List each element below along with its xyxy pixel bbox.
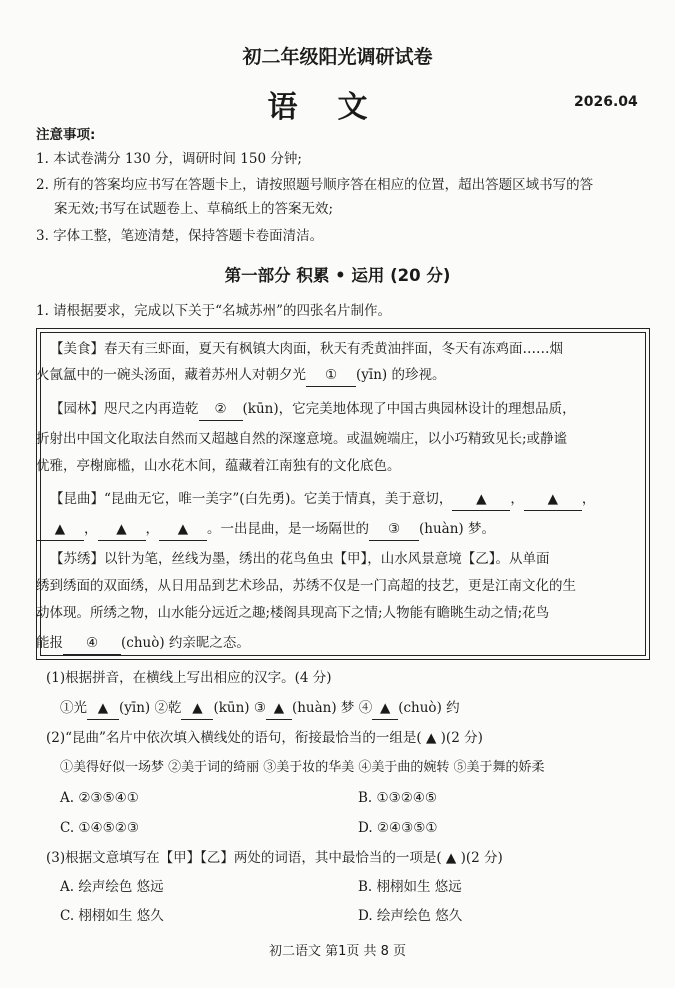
exam-title: 初二年级阳光调研试卷 <box>242 46 433 68</box>
embroidery-line-1: 【苏绣】以针为笔，丝线为墨，绣出的花鸟鱼虫【甲】，山水风景意境【乙】。从单面 <box>50 551 550 567</box>
garden-line-1 <box>50 398 576 421</box>
kunqu-blank-4: ▲ <box>98 518 146 541</box>
note-item-2: 2. 所有的答案均应书写在答题卡上，请按照题号顺序答在相应的位置，超出答题区域书写的答 <box>36 177 594 193</box>
sub2-phrases: ①美得好似一场梦 ②美于词的绮丽 ③美于妆的华美 ④美于曲的婉转 ⑤美于舞的娇柔 <box>60 760 545 775</box>
sub1-item-4: (huàn) 梦 ④ <box>291 700 373 716</box>
blank-1: ① <box>306 364 356 387</box>
sub1-blank-4[interactable]: ▲ <box>372 697 398 720</box>
food-text-b: (yīn) 的珍视。 <box>356 367 446 383</box>
sub2-option-b[interactable]: B. ①③②④⑤ <box>358 790 438 806</box>
kunqu-text-a: 【昆曲】“昆曲无它，唯一美字”(白先勇)。它美于情真，美于意切， <box>50 491 453 507</box>
note-item-2-cont: 案无效;书写在试题卷上、草稿纸上的答案无效; <box>54 201 334 217</box>
sub3-option-b[interactable]: B. 栩栩如生 悠远 <box>358 879 462 895</box>
sub1-answer-line <box>60 697 460 720</box>
blank-3: ③ <box>369 518 419 541</box>
sub1-stem: (1)根据拼音，在横线上写出相应的汉字。(4 分) <box>46 670 332 686</box>
kunqu-blank-2: ▲ <box>524 488 582 511</box>
sub3-stem: (3)根据文意填写在【甲】【乙】两处的词语，其中最恰当的一项是( ▲ )(2 分) <box>46 850 503 866</box>
sub2-option-c[interactable]: C. ①④⑤②③ <box>60 820 139 836</box>
sub1-item-5: (chuò) 约 <box>398 700 460 716</box>
page-footer: 初二语文 第1页 共 8 页 <box>268 944 407 959</box>
notes-heading: 注意事项: <box>36 127 96 143</box>
embroidery-line-2: 绣到绣面的双面绣，从日用品到艺术珍品，苏绣不仅是一门高超的技艺，更是江南文化的生 <box>36 578 576 594</box>
exam-date: 2026.04 <box>574 94 638 110</box>
kunqu-blank-5: ▲ <box>159 518 207 541</box>
embroidery-text-a: 能报 <box>36 635 63 651</box>
kunqu-blank-1: ▲ <box>452 488 510 511</box>
garden-text-b: (kūn)，它完美地体现了中国古典园林设计的理想品质， <box>242 401 576 417</box>
food-text-a: 火氤氲中的一碗头汤面，藏着苏州人对朝夕光 <box>36 367 306 383</box>
section-title: 第一部分 积累 • 运用 (20 分) <box>224 266 451 285</box>
food-line-1: 【美食】春天有三虾面，夏天有枫镇大肉面，秋天有秃黄油拌面，冬天有冻鸡面……烟 <box>50 341 563 357</box>
kunqu-text-b: 。一出昆曲，是一场隔世的 <box>207 521 369 537</box>
kunqu-line-1: 【昆曲】“昆曲无它，唯一美字”(白先勇)。它美于情真，美于意切， ▲ ， ▲ ， <box>50 488 595 511</box>
embroidery-text-b: (chuò) 约亲昵之态。 <box>121 635 250 651</box>
blank-4: ④ <box>63 632 121 655</box>
embroidery-line-4 <box>36 632 250 655</box>
kunqu-line-2: ▲ ， ▲ ， ▲ 。一出昆曲，是一场隔世的 ③ (huàn) 梦。 <box>36 518 495 541</box>
sub2-option-a[interactable]: A. ②③⑤④① <box>60 790 139 806</box>
embroidery-line-3: 动体现。所绣之物，山水能分远近之趣;楼阁具现高下之情;人物能有瞻眺生动之情;花鸟 <box>36 605 550 621</box>
sub1-blank-1[interactable]: ▲ <box>87 697 119 720</box>
sub1-blank-2[interactable]: ▲ <box>181 697 213 720</box>
food-line-2 <box>36 364 445 387</box>
subject-title: 语文 <box>267 90 408 125</box>
note-item-1: 1. 本试卷满分 130 分，调研时间 150 分钟; <box>36 151 302 167</box>
note-item-3: 3. 字体工整，笔迹清楚，保持答题卡卷面清洁。 <box>36 228 324 244</box>
sub1-item-2: (yīn) ②乾 <box>119 700 182 716</box>
question1-stem: 1. 请根据要求，完成以下关于“名城苏州”的四张名片制作。 <box>36 303 391 319</box>
blank-2: ② <box>199 398 243 421</box>
sub1-item-1: ①光 <box>60 700 87 716</box>
garden-text-a: 【园林】咫尺之内再造乾 <box>50 401 199 417</box>
kunqu-text-c: (huàn) 梦。 <box>419 521 495 537</box>
kunqu-blank-3: ▲ <box>36 518 84 541</box>
sub2-stem: (2)“昆曲”名片中依次填入横线处的语句，衔接最恰当的一组是( ▲ )(2 分) <box>46 730 483 746</box>
sub2-option-d[interactable]: D. ②④③⑤① <box>358 820 438 836</box>
sub1-item-3: (kūn) ③ <box>213 700 266 716</box>
garden-line-3: 优雅，亭榭廊槛，山水花木间，蕴藏着江南独有的文化底色。 <box>36 458 401 474</box>
sub1-blank-3[interactable]: ▲ <box>266 697 292 720</box>
sub3-option-c[interactable]: C. 栩栩如生 悠久 <box>60 908 164 924</box>
garden-line-2: 折射出中国文化取法自然而又超越自然的深邃意境。或温婉端庄，以小巧精致见长;或静谧 <box>36 431 568 447</box>
sub3-option-a[interactable]: A. 绘声绘色 悠远 <box>60 879 164 895</box>
sub3-option-d[interactable]: D. 绘声绘色 悠久 <box>358 908 463 924</box>
